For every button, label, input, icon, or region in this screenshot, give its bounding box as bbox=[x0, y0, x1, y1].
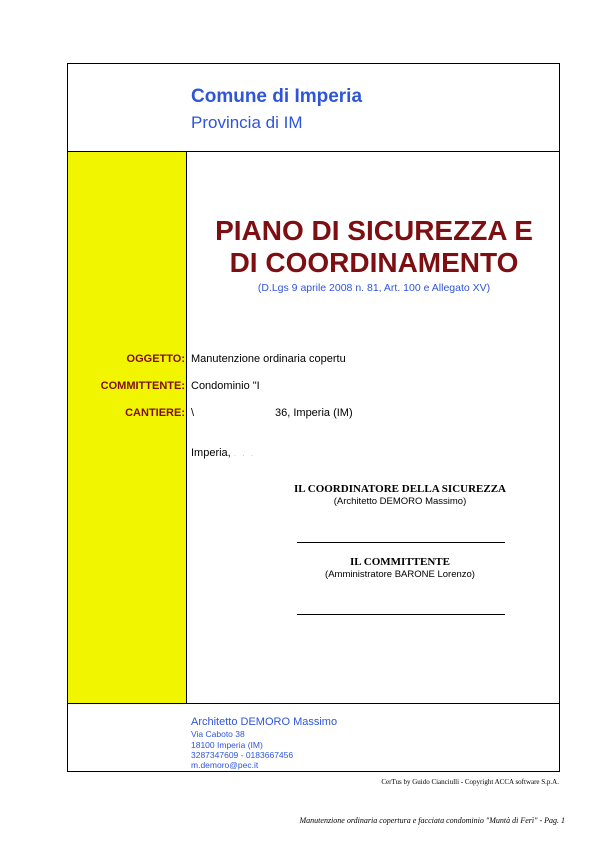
footer-divider bbox=[67, 703, 560, 704]
footer-address: Via Caboto 38 bbox=[191, 729, 245, 739]
place-date-faint: . . . bbox=[233, 449, 255, 458]
coordinator-name: (Architetto DEMORO Massimo) bbox=[333, 496, 467, 507]
committente-value: Condominio "I bbox=[191, 380, 260, 392]
place-city: Imperia, bbox=[191, 447, 231, 459]
document-title bbox=[188, 215, 560, 279]
document-title-line2: DI COORDINAMENTO bbox=[229, 247, 519, 278]
page-footer: Manutenzione ordinaria copertura e facciata condominio "Muntà di Ferì" - Pag. 1 bbox=[299, 816, 565, 825]
document-title-line1: PIANO DI SICUREZZA E bbox=[215, 215, 533, 246]
cantiere-value-start: \ bbox=[191, 407, 195, 419]
software-credit: CerTus by Guido Cianciulli - Copyright ACCA software S.p.A. bbox=[381, 778, 559, 786]
yellow-sidebar bbox=[68, 152, 187, 703]
cantiere-label: CANTIERE: bbox=[125, 407, 185, 419]
client-signature-line bbox=[297, 614, 505, 615]
footer-phones: 3287347609 - 0183667456 bbox=[191, 750, 294, 760]
coordinator-title: IL COORDINATORE DELLA SICUREZZA bbox=[293, 483, 506, 495]
coordinator-signature-line bbox=[297, 542, 505, 543]
cantiere-value-end: 36, Imperia (IM) bbox=[275, 407, 353, 419]
client-name: (Amministratore BARONE Lorenzo) bbox=[325, 569, 475, 580]
committente-label: COMMITTENTE: bbox=[100, 380, 185, 392]
place-date bbox=[191, 447, 255, 459]
footer-city: 18100 Imperia (IM) bbox=[191, 740, 263, 750]
client-title: IL COMMITTENTE bbox=[350, 556, 450, 568]
municipality-name: Comune di Imperia bbox=[191, 86, 363, 107]
oggetto-value: Manutenzione ordinaria copertu bbox=[191, 353, 346, 365]
oggetto-label: OGGETTO: bbox=[126, 353, 185, 365]
footer-architect-name: Architetto DEMORO Massimo bbox=[191, 716, 338, 728]
document-subtitle: (D.Lgs 9 aprile 2008 n. 81, Art. 100 e Allegato XV) bbox=[257, 282, 491, 294]
province-name: Provincia di IM bbox=[191, 113, 303, 132]
footer-email[interactable]: m.demoro@pec.it bbox=[191, 760, 259, 770]
